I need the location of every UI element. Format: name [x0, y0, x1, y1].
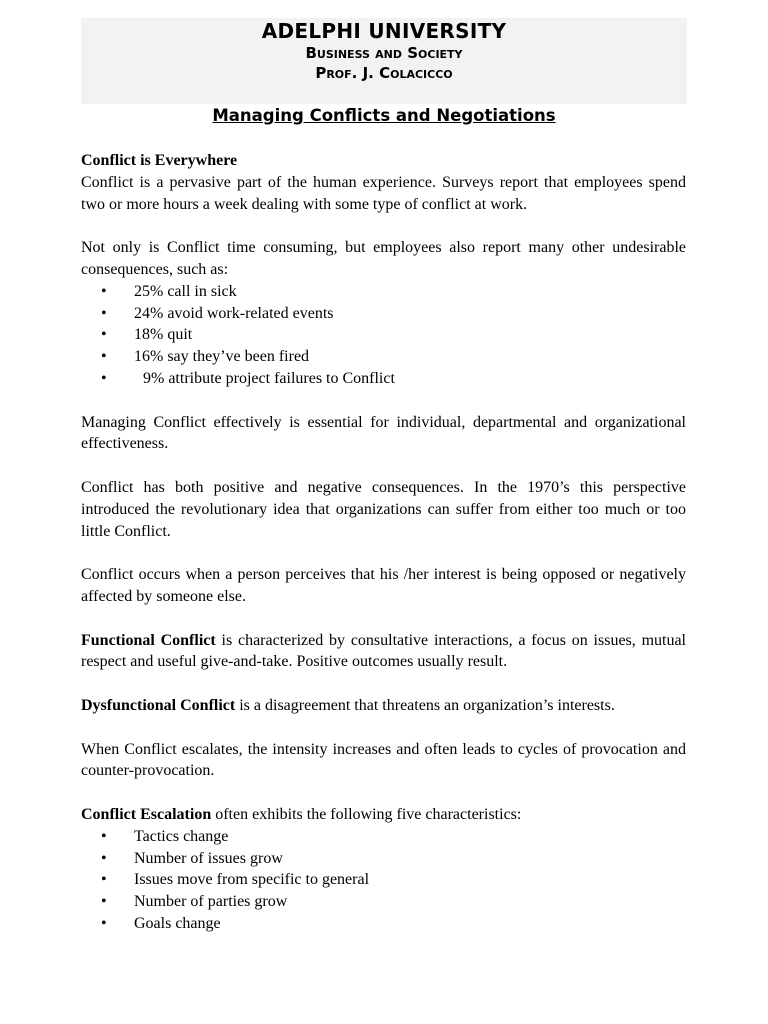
bullet-icon: • — [101, 914, 107, 932]
bullet-icon: • — [101, 348, 107, 366]
list-item: • 18% quit — [81, 324, 686, 346]
list-item: • Tactics change — [81, 826, 686, 848]
paragraph-positive-negative: Conflict has both positive and negative consequences. In the 1970’s this perspective introduced the revolutionary idea that organizations can suffer from either too much or too little Conflict. — [81, 478, 686, 540]
paragraph-dysfunctional: Dysfunctional Conflict is a disagreement that threatens an organization’s interests. — [81, 696, 615, 714]
list-item: • Number of parties grow — [81, 891, 686, 913]
escalation-list — [81, 826, 686, 935]
professor-name: Prof. J. Colacicco — [315, 64, 453, 82]
paragraph-managing: Managing Conflict effectively is essential for individual, departmental and organizational effectiveness. — [81, 413, 686, 453]
page-title: Managing Conflicts and Negotiations — [212, 106, 556, 125]
term-escalation: Conflict Escalation — [81, 805, 212, 823]
document-body — [81, 150, 686, 935]
list-item: • 25% call in sick — [81, 281, 686, 303]
bullet-icon: • — [101, 827, 107, 845]
bullet-icon: • — [101, 871, 107, 889]
list-item: • 9% attribute project failures to Conflict — [81, 368, 686, 390]
bullet-icon: • — [101, 849, 107, 867]
document-header — [81, 18, 687, 104]
bullet-icon: • — [101, 369, 107, 387]
term-dysfunctional: Dysfunctional Conflict — [81, 696, 236, 714]
list-item: • Number of issues grow — [81, 848, 686, 870]
course-name: Business and Society — [305, 44, 463, 62]
term-functional: Functional Conflict — [81, 631, 216, 649]
paragraph-consequences: Not only is Conflict time consuming, but employees also report many other undesirable consequences, such as: — [81, 239, 686, 278]
list-item: • 24% avoid work-related events — [81, 303, 686, 325]
paragraph-functional: Functional Conflict is characterized by consultative interactions, a focus on issues, mutual respect and useful give-and-take. Positive outcomes usually result. — [81, 631, 687, 671]
consequences-list — [81, 281, 686, 390]
paragraph-escalation: Conflict Escalation often exhibits the following five characteristics: — [81, 805, 522, 823]
paragraph-occurs: Conflict occurs when a person perceives that his /her interest is being opposed or negatively affected by someone else. — [81, 566, 686, 605]
section-heading-everywhere: Conflict is Everywhere — [81, 152, 238, 169]
list-item: • Issues move from specific to general — [81, 869, 686, 891]
bullet-icon: • — [101, 893, 107, 911]
paragraph-escalates: When Conflict escalates, the intensity increases and often leads to cycles of provocation and counter-provocation. — [81, 740, 686, 780]
list-item: • 16% say they’ve been fired — [81, 346, 686, 368]
bullet-icon: • — [101, 282, 107, 300]
list-item: • Goals change — [81, 913, 686, 935]
bullet-icon: • — [101, 304, 107, 322]
paragraph-everywhere: Conflict is a pervasive part of the human experience. Surveys report that employees spend two or more hours a week dealing with some type of conflict at work. — [81, 173, 686, 213]
bullet-icon: • — [101, 326, 107, 344]
university-name: ADELPHI UNIVERSITY — [261, 19, 507, 43]
